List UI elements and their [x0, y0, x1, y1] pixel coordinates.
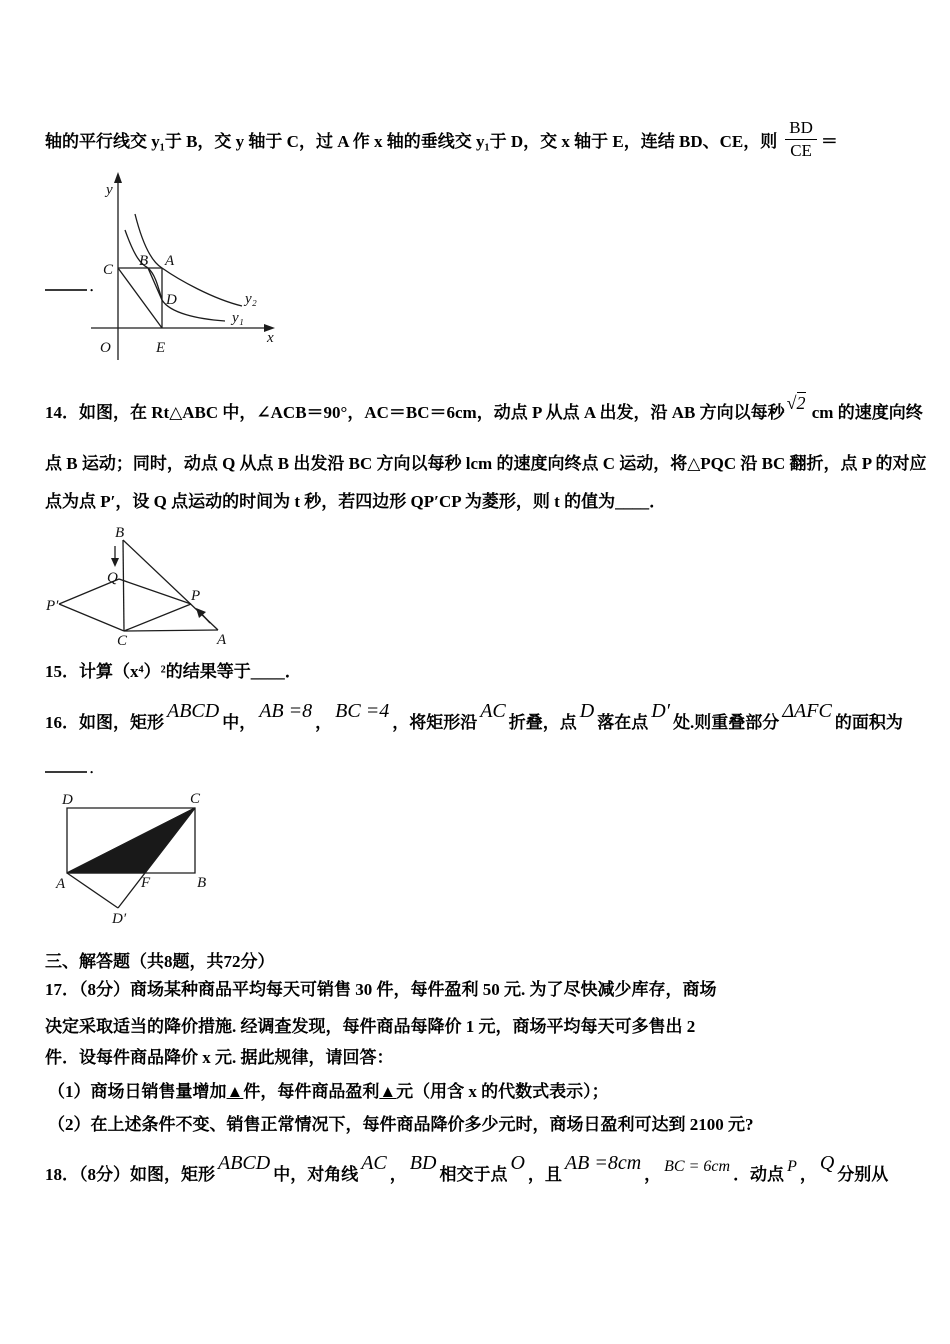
question-14-line2: 点 B 运动；同时，动点 Q 从点 B 出发沿 BC 方向以每秒 lcm 的速度向终点 C 运动，将△PQC 沿 BC 翻折，点 P 的对应	[45, 454, 927, 473]
fig2-label-P: P	[191, 588, 201, 604]
triangle-blank-2: ▲	[379, 1082, 397, 1101]
q18-seg-16: 分别从	[837, 1165, 889, 1184]
fig1-label-D: D	[166, 292, 177, 308]
question-18	[45, 1152, 889, 1188]
q16-seg-11: D′	[651, 700, 671, 722]
q18-seg-5: BD	[409, 1152, 437, 1174]
q14-text-post: cm 的速度向终	[807, 403, 923, 422]
fig1-label-E: E	[156, 340, 166, 356]
q18-seg-11: BC = 6cm	[664, 1158, 731, 1175]
q18-seg-6: 相交于点	[439, 1165, 508, 1184]
fig2-label-B: B	[115, 526, 125, 541]
fig1-segments	[118, 268, 162, 328]
q14-figure-triangle	[45, 526, 235, 650]
fig2-lines	[59, 540, 218, 631]
fig3-label-D-prime: D′	[112, 911, 127, 927]
q16-seg-2: 中，	[222, 713, 257, 732]
fig3-label-C: C	[190, 791, 201, 807]
q18-seg-15: Q	[819, 1152, 835, 1174]
radicand: 2	[796, 393, 806, 413]
q13-text: 轴的平行线交 y₁于 B，交 y 轴于 C，过 A 作 x 轴的垂线交 y₁于 D，交 x 轴于 E，连结 BD、CE，则	[45, 131, 778, 151]
q18-seg-8: ，且	[527, 1165, 562, 1184]
question-16	[45, 700, 903, 735]
q16-seg-9: D	[579, 700, 595, 722]
q16-figure-rectangle	[52, 790, 217, 928]
q17-sub1-post: 元（用含 x 的代数式表示）；	[396, 1082, 609, 1101]
fig1-label-y-axis: y	[106, 182, 113, 198]
q16-seg-5: BC =4	[335, 700, 390, 722]
question-17-line1: 17．（8分）商场某种商品平均每天可销售 30 件，每件盈利 50 元. 为了尽快减少库存，商场	[45, 980, 717, 999]
fig1-label-curve-y2: y₂	[245, 291, 257, 307]
fig2-label-A: A	[217, 632, 227, 648]
q16-seg-0: 16．如图，矩形	[45, 713, 164, 732]
blank-period: ．	[89, 276, 106, 295]
q17-subquestion-2: （2）在上述条件不变、销售正常情况下，每件商品降价多少元时，商场日盈利可达到 2100 元?	[48, 1115, 754, 1134]
section-3-header: 三、解答题（共8题，共72分）	[45, 952, 275, 971]
fraction-bd-ce	[785, 118, 817, 160]
question-13-continuation	[45, 118, 838, 164]
fig1-label-origin: O	[100, 340, 111, 356]
q18-seg-12: ．动点	[733, 1165, 785, 1184]
fig1-label-C: C	[103, 262, 114, 278]
triangle-blank-1: ▲	[226, 1082, 244, 1101]
answer-blank-bar	[45, 758, 87, 773]
q13-figure-hyperbola	[85, 170, 285, 366]
fig1-label-x-axis: x	[267, 330, 274, 346]
question-14-line1	[45, 393, 923, 425]
q16-seg-13: ΔAFC	[782, 700, 832, 722]
q16-seg-10: 落在点	[597, 713, 649, 732]
q17-sub1-pre: （1）商场日销售量增加	[48, 1082, 227, 1101]
question-15: 15．计算（x⁴）²的结果等于____．	[45, 662, 302, 681]
q16-seg-7: AC	[480, 700, 506, 722]
question-17-line3: 件．设每件商品降价 x 元. 据此规律，请回答：	[45, 1048, 394, 1067]
fig3-label-F: F	[141, 875, 151, 891]
q18-seg-7: O	[510, 1152, 525, 1174]
q18-seg-10: ，	[644, 1165, 662, 1184]
q16-seg-8: 折叠，点	[508, 713, 577, 732]
radical-sign: √	[786, 393, 797, 413]
fig2-arrows	[111, 546, 210, 623]
fig1-label-B: B	[139, 253, 149, 269]
fig3-label-A: A	[56, 876, 66, 892]
sqrt-2	[787, 393, 806, 413]
fraction-numerator: BD	[785, 118, 817, 140]
question-17-line2: 决定采取适当的降价措施. 经调查发现，每件商品每降价 1 元，商场平均每天可多售出 2	[45, 1017, 696, 1036]
fig1-axes	[91, 172, 275, 360]
fig1-label-curve-y1: y₁	[232, 310, 244, 326]
q14-text-pre: 14．如图，在 Rt△ABC 中，∠ACB＝90°，AC＝BC＝6cm，动点 P 从点 A 出发，沿 AB 方向以每秒	[45, 403, 785, 422]
q16-seg-6: ，将矩形沿	[392, 713, 478, 732]
q18-seg-4: ，	[389, 1165, 407, 1184]
q16-seg-1: ABCD	[167, 700, 220, 722]
fig3-label-B: B	[197, 875, 207, 891]
q16-seg-3: AB =8	[259, 700, 313, 722]
q16-seg-4: ，	[315, 713, 333, 732]
fig1-label-A: A	[165, 253, 175, 269]
fig2-label-P-prime: P′	[46, 598, 59, 614]
q18-seg-2: 中，对角线	[273, 1165, 359, 1184]
q18-seg-1: ABCD	[218, 1152, 271, 1174]
fig3-label-D: D	[62, 792, 73, 808]
question-14-line3: 点为点 P′，设 Q 点运动的时间为 t 秒，若四边形 QP′CP 为菱形，则 t 的值为____．	[45, 492, 667, 511]
q18-seg-3: AC	[361, 1152, 387, 1174]
answer-blank-bar	[45, 276, 87, 291]
q18-seg-13: P	[787, 1158, 797, 1175]
q18-seg-14: ，	[799, 1165, 817, 1184]
q17-subquestion-1	[48, 1080, 609, 1104]
q16-answer-blank	[45, 756, 106, 780]
q16-seg-12: 处.则重叠部分	[673, 713, 780, 732]
q18-seg-9: AB =8cm	[564, 1152, 642, 1174]
q18-seg-0: 18．（8分）如图，矩形	[45, 1165, 215, 1184]
fig2-label-Q: Q	[107, 570, 118, 586]
q16-seg-14: 的面积为	[834, 713, 903, 732]
fig2-label-C: C	[117, 633, 128, 649]
blank-period: ．	[89, 758, 106, 777]
fraction-denominator: CE	[790, 140, 812, 160]
q17-sub1-mid: 件，每件商品盈利	[243, 1082, 380, 1101]
equals-sign: ＝	[820, 131, 838, 151]
